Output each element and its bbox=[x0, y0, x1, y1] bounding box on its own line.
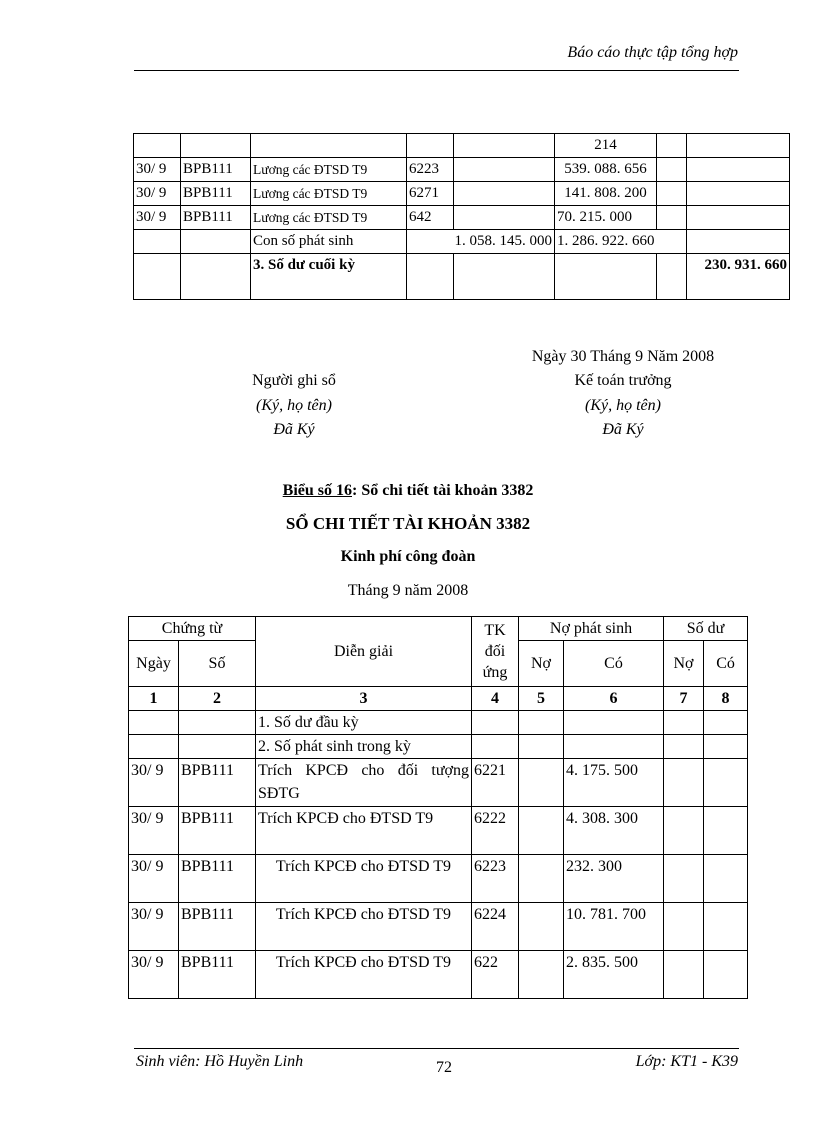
table-row bbox=[129, 807, 748, 855]
so-cell bbox=[179, 711, 256, 735]
tk-cell bbox=[472, 735, 519, 759]
so-cell: BPB111 bbox=[181, 182, 251, 206]
du-co-cell bbox=[704, 855, 748, 903]
signer-right-signed: Đã Ký bbox=[602, 421, 644, 438]
table-row bbox=[129, 951, 748, 999]
col-number: 1 bbox=[129, 687, 179, 711]
col-number: 7 bbox=[664, 687, 704, 711]
header-so-du: Số dư bbox=[664, 617, 748, 641]
du-co-cell bbox=[704, 903, 748, 951]
ngay-cell bbox=[134, 134, 181, 158]
du-no-cell bbox=[664, 759, 704, 807]
table-row bbox=[134, 230, 790, 254]
signer-right-title: Kế toán trưởng bbox=[574, 372, 672, 389]
header-no-phat-sinh: Nợ phát sinh bbox=[519, 617, 664, 641]
du-no-cell bbox=[664, 711, 704, 735]
header-ngay: Ngày bbox=[129, 641, 179, 687]
header-du-co: Có bbox=[704, 641, 748, 687]
du-co-cell bbox=[704, 951, 748, 999]
table-row bbox=[129, 711, 748, 735]
column-number-row bbox=[129, 687, 748, 711]
signature-date: Ngày 30 Tháng 9 Năm 2008 bbox=[531, 348, 715, 365]
col-number: 6 bbox=[564, 687, 664, 711]
document-period: Tháng 9 năm 2008 bbox=[347, 582, 469, 599]
header-co: Có bbox=[564, 641, 664, 687]
header-rule bbox=[134, 70, 739, 71]
header-tk-doi-ung: TK đối ứng bbox=[472, 617, 519, 687]
co-cell: 539. 088. 656 bbox=[555, 158, 657, 182]
col-number: 3 bbox=[256, 687, 472, 711]
du-co-cell bbox=[704, 807, 748, 855]
dien-giai-cell bbox=[251, 134, 407, 158]
dien-giai-cell: Trích KPCĐ cho ĐTSD T9 bbox=[256, 951, 472, 999]
no-cell bbox=[519, 759, 564, 807]
no-cell bbox=[454, 182, 555, 206]
tk-cell: 6222 bbox=[472, 807, 519, 855]
tk-cell: 6271 bbox=[407, 182, 454, 206]
ngay-cell: 30/ 9 bbox=[134, 206, 181, 230]
so-cell bbox=[179, 735, 256, 759]
table-row bbox=[129, 855, 748, 903]
no-cell bbox=[454, 254, 555, 300]
footer-class: Lớp: KT1 - K39 bbox=[635, 1053, 738, 1070]
ngay-cell bbox=[129, 735, 179, 759]
ngay-cell bbox=[134, 230, 181, 254]
section-caption-text: : Sổ chi tiết tài khoản 3382 bbox=[352, 482, 534, 499]
co-cell: 141. 808. 200 bbox=[555, 182, 657, 206]
dien-giai-cell: Lương các ĐTSD T9 bbox=[251, 206, 407, 230]
co-cell: 4. 175. 500 bbox=[564, 759, 664, 807]
signer-left-title: Người ghi sổ bbox=[252, 372, 336, 389]
co-cell: 214 bbox=[555, 134, 657, 158]
table-row bbox=[134, 254, 790, 300]
co-cell bbox=[564, 735, 664, 759]
no-cell bbox=[454, 158, 555, 182]
ngay-cell: 30/ 9 bbox=[129, 903, 179, 951]
tk-cell: 6223 bbox=[407, 158, 454, 182]
so-cell: BPB111 bbox=[179, 951, 256, 999]
period-entries-label: 2. Số phát sinh trong kỳ bbox=[256, 735, 472, 759]
ngay-cell: 30/ 9 bbox=[129, 807, 179, 855]
tk-cell: 642 bbox=[407, 206, 454, 230]
du-no-cell bbox=[657, 158, 687, 182]
du-no-cell bbox=[664, 951, 704, 999]
no-cell bbox=[519, 903, 564, 951]
tk-cell bbox=[407, 134, 454, 158]
footer-rule bbox=[134, 1048, 739, 1049]
signer-left-note: (Ký, họ tên) bbox=[256, 397, 332, 414]
table-row bbox=[134, 206, 790, 230]
ledger-continuation-table bbox=[133, 133, 790, 300]
table-row bbox=[129, 735, 748, 759]
so-cell: BPB111 bbox=[179, 855, 256, 903]
so-cell: BPB111 bbox=[181, 158, 251, 182]
cuoi-ky-label: 3. Số dư cuối kỳ bbox=[251, 254, 407, 300]
opening-balance-label: 1. Số dư đầu kỳ bbox=[256, 711, 472, 735]
col-number: 8 bbox=[704, 687, 748, 711]
col-number: 5 bbox=[519, 687, 564, 711]
du-no-cell bbox=[657, 206, 687, 230]
no-cell bbox=[519, 855, 564, 903]
dien-giai-cell: Lương các ĐTSD T9 bbox=[251, 158, 407, 182]
tk-cell bbox=[472, 711, 519, 735]
ngay-cell: 30/ 9 bbox=[129, 759, 179, 807]
du-co-cell bbox=[687, 206, 790, 230]
col-number: 2 bbox=[179, 687, 256, 711]
no-cell bbox=[519, 807, 564, 855]
co-cell: 10. 781. 700 bbox=[564, 903, 664, 951]
ngay-cell: 30/ 9 bbox=[134, 182, 181, 206]
footer-student: Sinh viên: Hồ Huyền Linh bbox=[136, 1053, 304, 1070]
du-no-cell bbox=[664, 855, 704, 903]
document-title: SỔ CHI TIẾT TÀI KHOẢN 3382 bbox=[285, 514, 531, 533]
phat-sinh-no-total: 1. 058. 145. 000 bbox=[407, 230, 555, 254]
so-cell bbox=[181, 230, 251, 254]
dien-giai-cell: Trích KPCĐ cho ĐTSD T9 bbox=[256, 903, 472, 951]
header-so: Số bbox=[179, 641, 256, 687]
table-row bbox=[134, 134, 790, 158]
du-no-cell bbox=[664, 903, 704, 951]
du-co-cell bbox=[687, 158, 790, 182]
tk-cell: 6223 bbox=[472, 855, 519, 903]
du-no-cell bbox=[657, 254, 687, 300]
du-no-cell bbox=[664, 735, 704, 759]
header-du-no: Nợ bbox=[664, 641, 704, 687]
co-cell: 70. 215. 000 bbox=[555, 206, 657, 230]
so-cell bbox=[181, 134, 251, 158]
page-header-title: Báo cáo thực tập tổng hợp bbox=[567, 44, 738, 61]
tk-cell: 6224 bbox=[472, 903, 519, 951]
no-cell bbox=[519, 951, 564, 999]
table-row bbox=[134, 158, 790, 182]
ngay-cell bbox=[134, 254, 181, 300]
co-cell: 232. 300 bbox=[564, 855, 664, 903]
header-no: Nợ bbox=[519, 641, 564, 687]
so-cell: BPB111 bbox=[179, 807, 256, 855]
so-cell: BPB111 bbox=[179, 759, 256, 807]
header-chung-tu: Chứng từ bbox=[129, 617, 256, 641]
so-cell: BPB111 bbox=[181, 206, 251, 230]
tk-cell bbox=[407, 254, 454, 300]
dien-giai-cell: Trích KPCĐ cho ĐTSD T9 bbox=[256, 807, 472, 855]
table-row bbox=[129, 759, 748, 807]
signer-left-signed: Đã Ký bbox=[273, 421, 315, 438]
dien-giai-cell: Lương các ĐTSD T9 bbox=[251, 182, 407, 206]
du-co-cell bbox=[704, 711, 748, 735]
so-cell: BPB111 bbox=[179, 903, 256, 951]
du-co-cell bbox=[704, 735, 748, 759]
no-cell bbox=[454, 206, 555, 230]
header-row bbox=[129, 617, 748, 641]
no-cell bbox=[454, 134, 555, 158]
du-co-cell bbox=[687, 230, 790, 254]
col-number: 4 bbox=[472, 687, 519, 711]
ngay-cell: 30/ 9 bbox=[129, 855, 179, 903]
du-co-cell bbox=[687, 182, 790, 206]
dien-giai-cell: Trích KPCĐ cho đối tượng SĐTG bbox=[256, 759, 472, 807]
table-row bbox=[129, 903, 748, 951]
du-no-cell bbox=[657, 134, 687, 158]
phat-sinh-co-total: 1. 286. 922. 660 bbox=[555, 230, 687, 254]
du-no-cell bbox=[657, 182, 687, 206]
phat-sinh-label: Con số phát sinh bbox=[251, 230, 407, 254]
table-row bbox=[134, 182, 790, 206]
ngay-cell bbox=[129, 711, 179, 735]
no-cell bbox=[519, 711, 564, 735]
co-cell: 4. 308. 300 bbox=[564, 807, 664, 855]
page-number: 72 bbox=[436, 1059, 452, 1076]
section-caption bbox=[0, 482, 816, 500]
cuoi-ky-value: 230. 931. 660 bbox=[687, 254, 790, 300]
section-label: Biểu số 16 bbox=[282, 482, 352, 499]
co-cell bbox=[564, 711, 664, 735]
co-cell: 2. 835. 500 bbox=[564, 951, 664, 999]
du-no-cell bbox=[664, 807, 704, 855]
so-cell bbox=[181, 254, 251, 300]
header-dien-giai: Diễn giải bbox=[256, 617, 472, 687]
ngay-cell: 30/ 9 bbox=[129, 951, 179, 999]
tk-cell: 622 bbox=[472, 951, 519, 999]
co-cell bbox=[555, 254, 657, 300]
document-subtitle: Kinh phí công đoàn bbox=[340, 548, 476, 565]
ledger-table-3382 bbox=[128, 616, 748, 999]
tk-cell: 6221 bbox=[472, 759, 519, 807]
signer-right-note: (Ký, họ tên) bbox=[585, 397, 661, 414]
du-co-cell bbox=[704, 759, 748, 807]
ngay-cell: 30/ 9 bbox=[134, 158, 181, 182]
no-cell bbox=[519, 735, 564, 759]
du-co-cell bbox=[687, 134, 790, 158]
dien-giai-cell: Trích KPCĐ cho ĐTSD T9 bbox=[256, 855, 472, 903]
